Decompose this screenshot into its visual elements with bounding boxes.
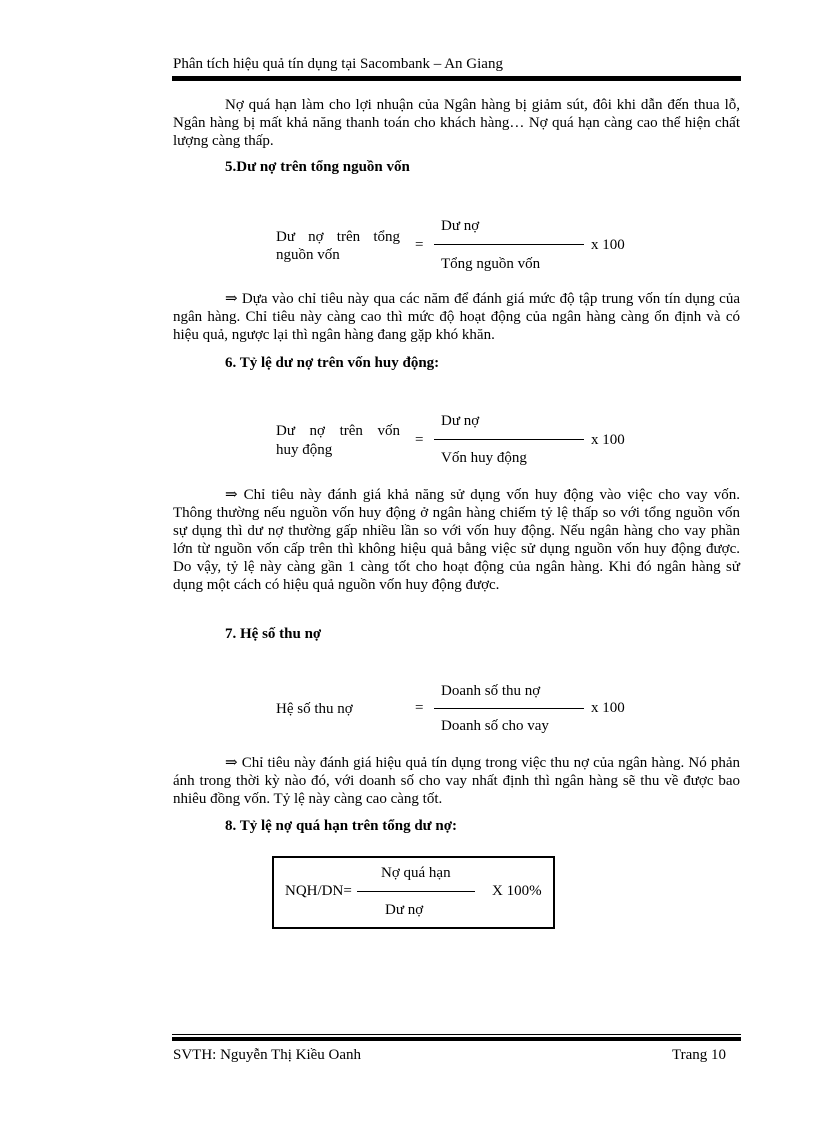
- section-8-denominator: Dư nợ: [385, 902, 424, 918]
- section-7-formula-label: Hệ số thu nợ: [276, 701, 353, 717]
- section-8-heading: 8. Tỷ lệ nợ quá hạn trên tổng dư nợ:: [225, 818, 458, 834]
- section-5-numerator: Dư nợ: [441, 218, 480, 234]
- section-6-numerator: Dư nợ: [441, 413, 480, 429]
- section-5-explanation: ⇒ Dựa vào chỉ tiêu này qua các năm để đánh giá mức độ tập trung vốn tín dụng của ngân hàng. Chỉ tiêu này càng cao thì mức độ hoạt động của ngân hàng càng ổn định và có hiệu quả, ngược lại thì ngân hàng đang gặp khó khăn.: [173, 291, 740, 343]
- section-8-multiplier: X 100%: [492, 883, 542, 899]
- section-7-explanation: ⇒ Chỉ tiêu này đánh giá hiệu quả tín dụng trong việc thu nợ của ngân hàng. Nó phản ánh trong thời kỳ nào đó, với doanh số cho vay nhất định thì ngân hàng sẽ thu về được bao nhiêu đồng vốn. Tỷ lệ này càng cao càng tốt.: [173, 755, 740, 807]
- section-6-formula-label-line1: Dư nợ trên vốn: [276, 423, 400, 439]
- section-8-formula-label: NQH/DN=: [285, 883, 352, 899]
- section-7-heading: 7. Hệ số thu nợ: [225, 626, 322, 642]
- section-6-fraction-bar: [434, 439, 584, 440]
- section-8-numerator: Nợ quá hạn: [381, 865, 451, 881]
- section-8-fraction-bar: [357, 891, 475, 892]
- header-rule: [172, 76, 741, 81]
- section-7-denominator: Doanh số cho vay: [441, 718, 549, 734]
- section-6-formula-label-line2: huy động: [276, 442, 333, 458]
- section-7-numerator: Doanh số thu nợ: [441, 683, 541, 699]
- section-6-explanation: ⇒ Chỉ tiêu này đánh giá khả năng sử dụng vốn huy động vào việc cho vay vốn. Thông thường nếu nguồn vốn huy động ở ngân hàng chiếm tỷ lệ thấp so với tổng nguồn vốn sự dụng thì dư nợ thường gấp nhiều lần so với vốn huy động. Nếu ngân hàng cho vay phần lớn từ nguồn vốn cấp trên thì không hiệu quả bằng việc sử dụng nguồn vốn huy động được. Do vậy, tỷ lệ này càng gần 1 càng tốt cho hoạt động của ngân hàng. Khi đó ngân hàng sử dụng một cách có hiệu quả nguồn vốn huy động được.: [173, 487, 740, 593]
- section-5-fraction-bar: [434, 244, 584, 245]
- section-5-formula-label-line2: nguồn vốn: [276, 247, 340, 263]
- section-5-heading: 5.Dư nợ trên tổng nguồn vốn: [225, 159, 410, 175]
- section-7-multiplier: x 100: [591, 700, 625, 716]
- section-7-fraction-bar: [434, 708, 584, 709]
- section-7-equals-sign: =: [415, 700, 424, 716]
- running-header: Phân tích hiệu quả tín dụng tại Sacombank – An Giang: [173, 56, 503, 72]
- footer-author: SVTH: Nguyễn Thị Kiều Oanh: [173, 1047, 362, 1063]
- section-5-formula-label-line1: Dư nợ trên tổng: [276, 229, 400, 245]
- section-5-multiplier: x 100: [591, 237, 625, 253]
- section-6-multiplier: x 100: [591, 432, 625, 448]
- footer-rule-thick: [172, 1037, 741, 1041]
- intro-paragraph: Nợ quá hạn làm cho lợi nhuận của Ngân hàng bị giảm sút, đôi khi dẫn đến thua lỗ, Ngân hàng bị mất khả năng thanh toán cho khách hàng… Nợ quá hạn càng cao thể hiện chất lượng càng thấp.: [173, 97, 740, 149]
- section-6-equals-sign: =: [415, 432, 424, 448]
- section-5-equals-sign: =: [415, 237, 424, 253]
- footer-rule-thin: [172, 1034, 741, 1035]
- footer-page-number: Trang 10: [672, 1047, 727, 1063]
- section-6-heading: 6. Tỷ lệ dư nợ trên vốn huy động:: [225, 355, 440, 371]
- section-5-denominator: Tổng nguồn vốn: [441, 256, 541, 272]
- section-6-denominator: Vốn huy động: [441, 450, 527, 466]
